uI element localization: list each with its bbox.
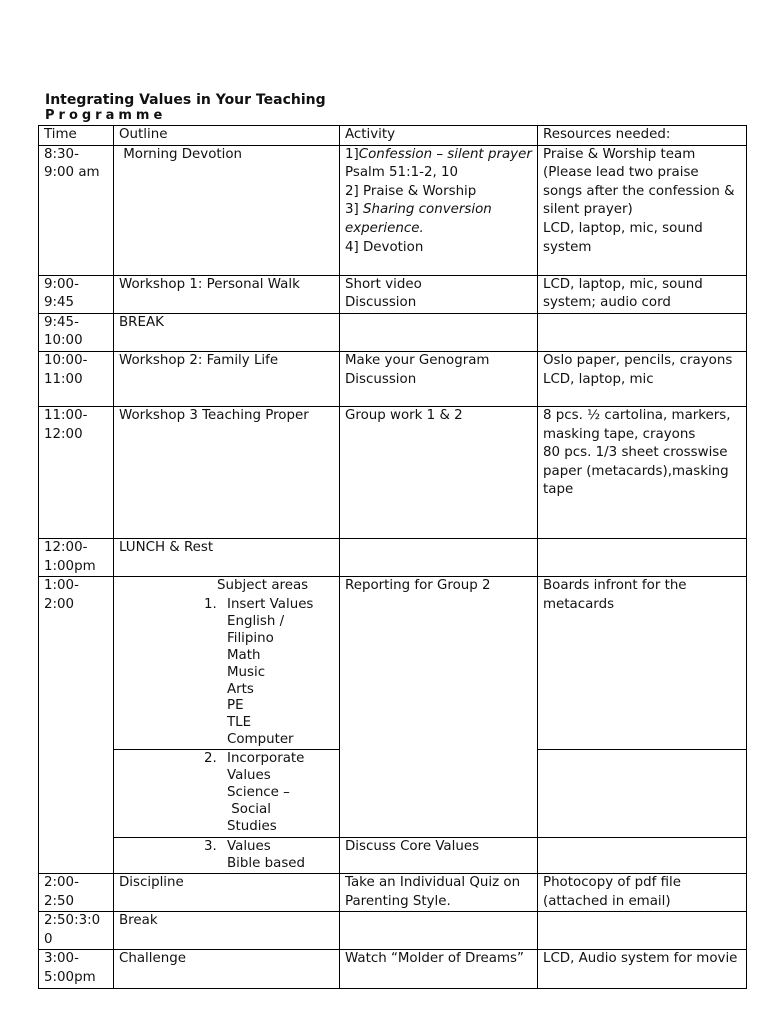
activity-cell: Reporting for Group 2 <box>340 577 538 838</box>
subject-english: English / <box>227 614 285 630</box>
table-row <box>39 577 747 750</box>
resources-cell: Oslo paper, pencils, crayons LCD, laptop, mic <box>538 351 747 406</box>
resources-cell: LCD, laptop, mic, sound system; audio cord <box>538 275 747 313</box>
table-row <box>39 406 747 538</box>
time-cell: 8:30- 9:00 am <box>39 145 114 275</box>
time-cell: 1:00- 2:00 <box>39 577 114 874</box>
time-cell: 11:00- 12:00 <box>39 406 114 538</box>
outline-cell: Discipline <box>114 874 340 912</box>
outline-cell-incorporate: 2. Incorporate Values Science – Social Studies <box>114 749 340 837</box>
outline-cell-subjects <box>114 577 340 750</box>
table-row <box>39 351 747 406</box>
outline-cell: LUNCH & Rest <box>114 538 340 576</box>
resources-cell: 8 pcs. ½ cartolina, markers, masking tape, crayons 80 pcs. 1/3 sheet crosswise paper (metacards),masking tape <box>538 406 747 538</box>
outline-cell-values: 3. Values Bible based <box>114 837 340 873</box>
resources-cell: LCD, Audio system for movie <box>538 950 747 988</box>
time-cell: 9:00- 9:45 <box>39 275 114 313</box>
subject-computer: Computer <box>227 731 294 747</box>
outline-cell: Challenge <box>114 950 340 988</box>
table-header-row <box>39 126 747 146</box>
table-row <box>39 912 747 950</box>
resources-cell <box>538 912 747 950</box>
table-row <box>39 538 747 576</box>
table-row <box>39 950 747 988</box>
activity-cell: Short video Discussion <box>340 275 538 313</box>
table-row <box>39 145 747 275</box>
subject-arts: Arts <box>227 681 254 697</box>
subject-pe: PE <box>227 698 244 714</box>
table-row <box>39 313 747 351</box>
header-resources: Resources needed: <box>538 126 747 146</box>
activity-cell <box>340 313 538 351</box>
schedule-table <box>38 125 747 989</box>
resources-cell: Praise & Worship team (Please lead two praise songs after the confession & silent prayer) LCD, laptop, mic, sound system <box>538 145 747 275</box>
resources-cell <box>538 837 747 873</box>
list-item: 1. Insert Values <box>204 596 314 612</box>
activity-cell: Discuss Core Values <box>340 837 538 873</box>
list-item: 2. Incorporate <box>204 750 305 766</box>
resources-cell <box>538 749 747 837</box>
resources-cell: Boards infront for the metacards <box>538 577 747 750</box>
activity-cell <box>340 538 538 576</box>
header-time: Time <box>39 126 114 146</box>
time-cell: 9:45- 10:00 <box>39 313 114 351</box>
outline-cell: Morning Devotion <box>114 145 340 275</box>
table-row <box>39 874 747 912</box>
resources-cell: Photocopy of pdf file (attached in email) <box>538 874 747 912</box>
time-cell: 12:00- 1:00pm <box>39 538 114 576</box>
list-item: 3. Values <box>204 838 271 854</box>
table-subrow <box>39 837 747 873</box>
subject-tle: TLE <box>227 715 252 731</box>
activity-cell: Take an Individual Quiz on Parenting Style. <box>340 874 538 912</box>
activity-cell <box>340 912 538 950</box>
outline-cell: Break <box>114 912 340 950</box>
subject-areas-heading: Subject areas <box>217 578 309 594</box>
table-row <box>39 275 747 313</box>
outline-cell: BREAK <box>114 313 340 351</box>
outline-cell: Workshop 2: Family Life <box>114 351 340 406</box>
time-cell: 3:00- 5:00pm <box>39 950 114 988</box>
outline-cell: Workshop 1: Personal Walk <box>114 275 340 313</box>
subject-filipino: Filipino <box>227 631 274 647</box>
header-outline: Outline <box>114 126 340 146</box>
subject-math: Math <box>227 647 261 663</box>
document-title: Integrating Values in Your Teaching <box>45 92 326 108</box>
resources-cell <box>538 313 747 351</box>
document-subtitle: Programme <box>45 108 167 123</box>
time-cell: 10:00- 11:00 <box>39 351 114 406</box>
header-activity: Activity <box>340 126 538 146</box>
outline-cell: Workshop 3 Teaching Proper <box>114 406 340 538</box>
subject-music: Music <box>227 664 266 680</box>
activity-cell: 1]Confession – silent prayer Psalm 51:1-2, 10 2] Praise & Worship 3] Sharing conversion experience. 4] Devotion <box>340 145 538 275</box>
activity-cell: Make your Genogram Discussion <box>340 351 538 406</box>
time-cell: 2:50:3:0 0 <box>39 912 114 950</box>
resources-cell <box>538 538 747 576</box>
activity-cell: Group work 1 & 2 <box>340 406 538 538</box>
activity-cell: Watch “Molder of Dreams” <box>340 950 538 988</box>
time-cell: 2:00- 2:50 <box>39 874 114 912</box>
